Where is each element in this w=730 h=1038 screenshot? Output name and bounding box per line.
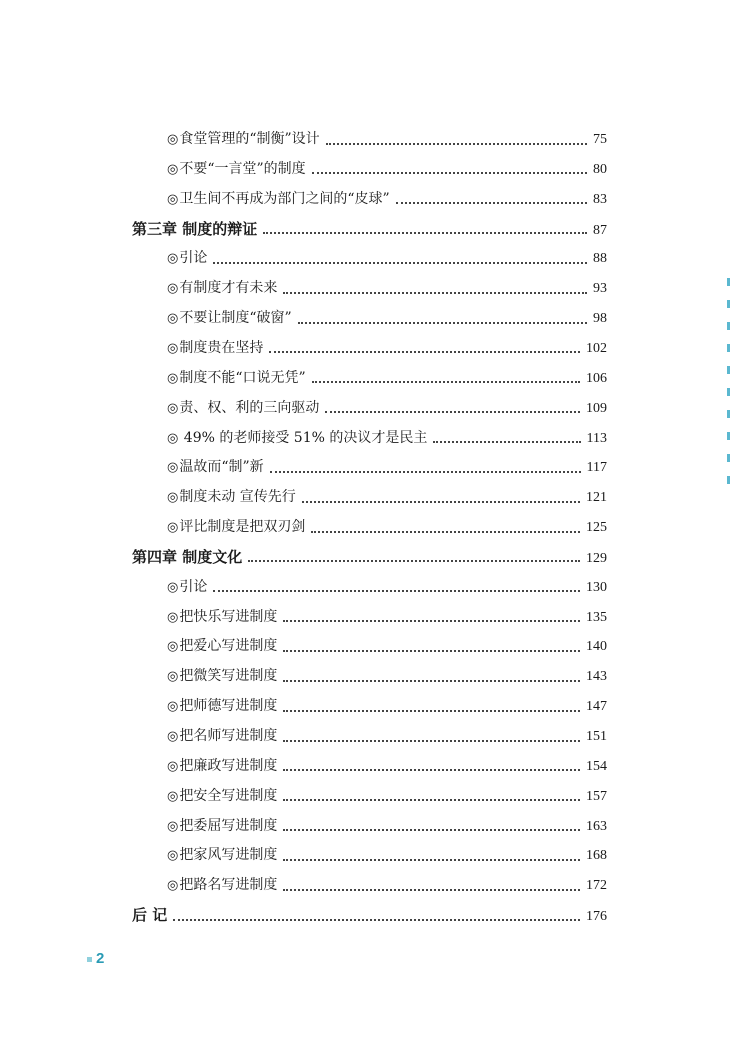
dot-leader [283,858,580,861]
bullet-circle-icon: ◎ [167,729,179,744]
toc-entry-title [167,785,277,805]
dot-leader [302,500,580,503]
toc-page-number: 106 [586,370,607,386]
dot-leader [283,649,580,652]
bullet-circle-icon: ◎ [167,639,179,655]
toc-entry-text: 温故而“制”新 [179,459,264,476]
toc-entry-row[interactable] [167,277,607,301]
toc-page-number: 172 [586,878,607,894]
toc-entry-row[interactable] [167,785,607,809]
page-folio [87,950,104,967]
toc-entry-title [167,755,277,775]
toc-entry-row[interactable] [167,337,607,361]
toc-entry-text: 有制度才有未来 [179,280,278,297]
toc-chapter-row[interactable] [132,546,607,570]
bullet-circle-icon: ◎ [167,490,179,506]
toc-entry-text: 第四章 制度文化 [132,547,243,566]
toc-entry-title [167,695,277,715]
toc-entry-title [167,606,277,626]
toc-entry-title [167,815,277,835]
toc-page-number: 168 [586,848,607,864]
dot-leader [213,261,587,264]
bullet-circle-icon: ◎ [167,579,179,595]
toc-entry-row[interactable] [167,247,607,271]
dot-leader [283,709,580,712]
dot-leader [269,350,580,353]
toc-entry-text: 引论 [179,578,208,595]
bullet-circle-icon: ◎ [167,818,179,834]
toc-entry-title [132,546,242,567]
dot-leader [396,201,587,204]
toc-entry-text: 引论 [179,250,208,267]
toc-entry-row[interactable] [167,815,607,839]
toc-entry-row[interactable] [167,158,607,182]
bullet-circle-icon: ◎ [167,430,179,446]
toc-page-number: 135 [586,609,607,625]
folio-square-icon [87,957,92,962]
toc-entry-text: 把快乐写进制度 [179,608,278,625]
dot-leader [326,142,587,145]
toc-entry-text: 制度未动 宣传先行 [179,489,296,506]
toc-page-number: 109 [586,400,607,416]
dot-leader [283,739,580,742]
toc-entry-title [167,128,320,148]
toc-entry-title [167,337,263,357]
toc-page-number: 147 [586,699,607,715]
toc-page-number: 151 [586,729,607,744]
toc-page-number: 163 [586,818,607,834]
dot-leader [283,679,580,682]
bullet-circle-icon: ◎ [167,311,179,327]
toc-entry-row[interactable] [167,456,607,480]
toc-entry-row[interactable] [167,307,607,331]
toc-page-number: 129 [586,550,607,566]
toc-entry-row[interactable] [167,427,607,451]
toc-entry-row[interactable] [167,844,607,868]
toc-entry-title [167,158,306,178]
bullet-circle-icon: ◎ [167,132,179,147]
toc-page-number: 140 [586,639,607,655]
toc-entry-text: 把委屈写进制度 [179,817,278,834]
toc-entry-title [167,874,277,894]
bullet-circle-icon: ◎ [167,848,179,864]
bullet-circle-icon: ◎ [167,370,179,386]
toc-entry-row[interactable] [167,755,607,779]
toc-entry-title [167,456,264,476]
toc-entry-text: 卫生间不再成为部门之间的“皮球” [179,190,390,207]
toc-page-number: 83 [593,191,607,207]
toc-entry-row[interactable] [167,665,607,689]
toc-entry-text: 制度不能“口说无凭” [179,369,306,386]
dot-leader [263,231,587,234]
bullet-circle-icon: ◎ [167,281,179,297]
bullet-circle-icon: ◎ [167,340,179,356]
toc-entry-row[interactable] [167,188,607,212]
toc-entry-text: 评比制度是把双刃剑 [179,519,306,536]
dot-leader [312,171,587,174]
bullet-circle-icon: ◎ [167,788,179,804]
bullet-circle-icon: ◎ [167,400,179,416]
dot-leader [283,291,587,294]
toc-entry-text: 把路名写进制度 [179,877,278,894]
dot-leader [213,589,580,592]
toc-entry-text: 把廉政写进制度 [179,757,278,774]
toc-entry-row[interactable] [167,486,607,510]
dot-leader [283,828,580,831]
dot-leader [248,559,580,562]
toc-page-number: 154 [586,758,607,774]
bullet-circle-icon: ◎ [167,878,179,894]
dot-leader [325,410,580,413]
toc-entry-row[interactable] [167,635,607,659]
toc-entry-row[interactable] [167,725,607,749]
toc-entry-text: 制度贵在坚持 [179,339,264,356]
bullet-circle-icon: ◎ [167,460,179,476]
toc-entry-text: 后 记 [132,906,168,925]
toc-entry-title [167,277,277,297]
toc-entry-title [167,486,296,506]
toc-entry-row[interactable] [167,874,607,898]
dot-leader [312,380,580,383]
dot-leader [283,619,580,622]
toc-entry-row[interactable] [167,128,607,152]
toc-entry-text: 不要“一言堂”的制度 [179,160,306,177]
toc-page-number: 157 [586,788,607,804]
toc-entry-text: 把微笑写进制度 [179,668,278,685]
toc-page-number: 125 [586,520,607,536]
toc-entry-title [167,844,277,864]
toc-entry-title [167,367,306,387]
toc-page-number: 176 [586,909,607,925]
bullet-circle-icon: ◎ [167,161,179,177]
dot-leader [173,918,580,921]
toc-page-number: 80 [593,161,607,177]
toc-entry-title [167,665,277,685]
bullet-circle-icon: ◎ [167,758,179,774]
bullet-circle-icon: ◎ [167,669,179,685]
toc-chapter-row[interactable] [132,904,607,928]
page-number: 2 [96,950,105,967]
toc-entry-text: 把家风写进制度 [179,847,278,864]
dot-leader [283,888,580,891]
bullet-circle-icon: ◎ [167,520,179,536]
toc-page-number: 113 [586,430,607,446]
toc-entry-title [167,247,207,267]
bullet-circle-icon: ◎ [167,609,179,625]
toc-page-number: 75 [593,132,607,147]
toc-entry-title [132,904,167,925]
toc-entry-title [167,188,390,208]
toc-entry-title [167,427,427,447]
toc-page-number: 93 [593,281,607,297]
toc-entry-text: 把安全写进制度 [179,787,278,804]
toc-entry-title [167,516,305,536]
toc-entry-text: 把师德写进制度 [179,698,278,715]
toc-entry-row[interactable] [167,516,607,540]
dot-leader [283,798,580,801]
toc-entry-text: 把爱心写进制度 [179,638,278,655]
dot-leader [298,321,587,324]
dot-leader [283,768,580,771]
toc-entry-text: 不要让制度“破窗” [179,310,292,327]
toc-entry-row[interactable] [167,576,607,600]
toc-entry-title [167,725,277,745]
dot-leader [311,530,580,533]
toc-page-number: 102 [586,340,607,356]
toc-page-number: 88 [593,251,607,267]
toc-entry-text: 49% 的老师接受 51% 的决议才是民主 [179,429,428,446]
toc-page-number: 117 [586,460,607,476]
toc-entry-title [167,635,277,655]
toc-page-number: 130 [586,579,607,595]
dot-leader [433,440,580,443]
toc-entry-title [132,218,257,239]
toc-entry-text: 把名师写进制度 [179,728,278,744]
dot-leader [270,470,581,473]
bullet-circle-icon: ◎ [167,191,179,207]
toc-entry-title [167,397,319,417]
toc-entry-text: 责、权、利的三向驱动 [179,399,320,416]
bullet-circle-icon: ◎ [167,699,179,715]
toc-chapter-row[interactable] [132,218,607,242]
toc-entry-row[interactable] [167,397,607,421]
toc-page-number: 121 [586,490,607,506]
toc-page-number: 143 [586,669,607,685]
toc-entry-title [167,576,207,596]
toc-entry-row[interactable] [167,695,607,719]
toc-entry-text: 第三章 制度的辩证 [132,219,258,238]
toc-entry-title [167,307,292,327]
toc-entry-row[interactable] [167,367,607,391]
bullet-circle-icon: ◎ [167,251,179,267]
toc-entry-text: 食堂管理的“制衡”设计 [179,131,320,147]
toc-page-number: 87 [593,222,607,238]
toc-page-number: 98 [593,311,607,327]
toc-entry-row[interactable] [167,606,607,630]
